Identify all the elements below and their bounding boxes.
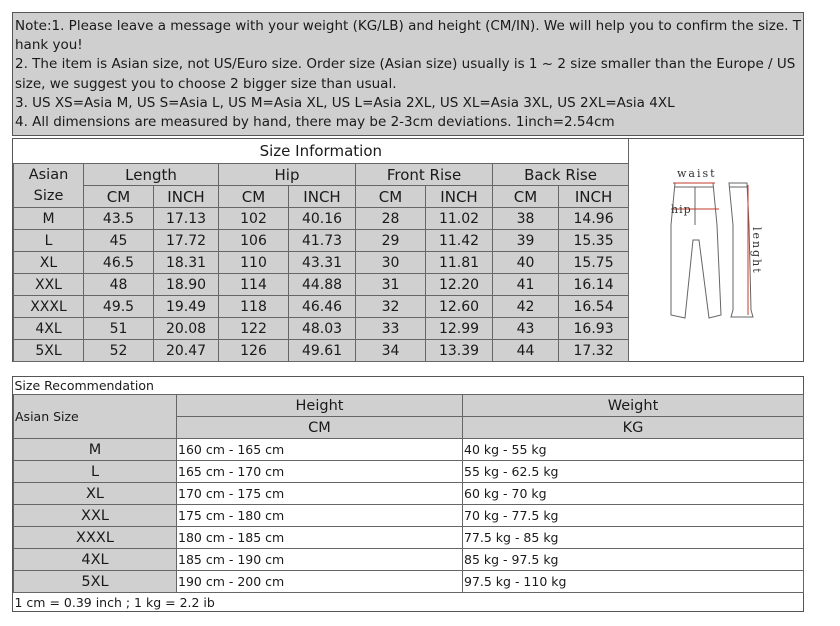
weight-cell: 70 kg - 77.5 kg	[463, 505, 804, 527]
pants-side-outline	[729, 183, 753, 317]
value-cell: 44.88	[289, 274, 356, 296]
value-cell: 43.31	[289, 252, 356, 274]
size-information-section	[12, 138, 804, 362]
table-row	[14, 208, 629, 230]
length-label: lenght	[750, 227, 763, 275]
value-cell: 49.61	[289, 340, 356, 362]
weight-cell: 55 kg - 62.5 kg	[463, 461, 804, 483]
unit-header: CM	[356, 186, 426, 208]
value-cell: 38	[493, 208, 559, 230]
value-cell: 17.72	[154, 230, 219, 252]
value-cell: 118	[219, 296, 289, 318]
size-cell: M	[14, 208, 84, 230]
value-cell: 11.81	[426, 252, 493, 274]
unit-header: CM	[84, 186, 154, 208]
asian-size-header: Asian Size	[14, 164, 84, 208]
value-cell: 106	[219, 230, 289, 252]
value-cell: 33	[356, 318, 426, 340]
value-cell: 34	[356, 340, 426, 362]
table-row	[14, 461, 804, 483]
size-recommendation-table	[13, 377, 804, 611]
size-cell: 5XL	[14, 340, 84, 362]
value-cell: 41	[493, 274, 559, 296]
size-note-block	[12, 12, 804, 136]
value-cell: 126	[219, 340, 289, 362]
value-cell: 14.96	[559, 208, 629, 230]
unit-header: INCH	[426, 186, 493, 208]
value-cell: 13.39	[426, 340, 493, 362]
height-cell: 170 cm - 175 cm	[177, 483, 463, 505]
value-cell: 43	[493, 318, 559, 340]
unit-header: INCH	[289, 186, 356, 208]
value-cell: 11.02	[426, 208, 493, 230]
height-unit: CM	[177, 417, 463, 439]
length-header: Length	[84, 164, 219, 186]
back-rise-header: Back Rise	[493, 164, 629, 186]
table-row	[14, 571, 804, 593]
value-cell: 51	[84, 318, 154, 340]
height-cell: 175 cm - 180 cm	[177, 505, 463, 527]
table-row	[14, 340, 629, 362]
value-cell: 45	[84, 230, 154, 252]
pants-diagram	[661, 165, 761, 335]
height-cell: 165 cm - 170 cm	[177, 461, 463, 483]
weight-cell: 60 kg - 70 kg	[463, 483, 804, 505]
value-cell: 43.5	[84, 208, 154, 230]
value-cell: 30	[356, 252, 426, 274]
rec-size-cell: XL	[14, 483, 177, 505]
value-cell: 12.99	[426, 318, 493, 340]
value-cell: 31	[356, 274, 426, 296]
unit-header: CM	[219, 186, 289, 208]
table-row	[14, 439, 804, 461]
value-cell: 19.49	[154, 296, 219, 318]
rec-size-cell: 4XL	[14, 549, 177, 571]
value-cell: 12.20	[426, 274, 493, 296]
height-cell: 180 cm - 185 cm	[177, 527, 463, 549]
note-line-2: 2. The item is Asian size, not US/Euro size. Order size (Asian size) usually is 1 ~ 2 size smaller than the Europe / US size, we suggest you to choose 2 bigger size than usual.	[15, 56, 796, 92]
size-cell: XXL	[14, 274, 84, 296]
waist-label: waist	[677, 167, 717, 180]
rec-size-cell: 5XL	[14, 571, 177, 593]
value-cell: 18.90	[154, 274, 219, 296]
table-row	[14, 483, 804, 505]
size-information-table	[13, 139, 629, 362]
size-recommendation-section	[12, 376, 804, 612]
height-cell: 185 cm - 190 cm	[177, 549, 463, 571]
height-header: Height	[177, 395, 463, 417]
value-cell: 48.03	[289, 318, 356, 340]
value-cell: 102	[219, 208, 289, 230]
table-row	[14, 527, 804, 549]
note-line-4: 4. All dimensions are measured by hand, there may be 2-3cm deviations. 1inch=2.54cm	[15, 114, 615, 131]
value-cell: 28	[356, 208, 426, 230]
table-row	[14, 274, 629, 296]
table-row	[14, 252, 629, 274]
rec-size-cell: XXL	[14, 505, 177, 527]
value-cell: 48	[84, 274, 154, 296]
size-cell: L	[14, 230, 84, 252]
value-cell: 49.5	[84, 296, 154, 318]
value-cell: 15.35	[559, 230, 629, 252]
weight-header: Weight	[463, 395, 804, 417]
value-cell: 39	[493, 230, 559, 252]
rec-asian-size-header: Asian Size	[14, 395, 177, 439]
value-cell: 11.42	[426, 230, 493, 252]
hip-header: Hip	[219, 164, 356, 186]
weight-cell: 77.5 kg - 85 kg	[463, 527, 804, 549]
unit-header: INCH	[559, 186, 629, 208]
value-cell: 40	[493, 252, 559, 274]
note-line-3: 3. US XS=Asia M, US S=Asia L, US M=Asia XL, US L=Asia 2XL, US XL=Asia 3XL, US 2XL=Asia 4XL	[15, 94, 675, 111]
value-cell: 44	[493, 340, 559, 362]
value-cell: 110	[219, 252, 289, 274]
size-information-title: Size Information	[14, 139, 629, 164]
value-cell: 16.14	[559, 274, 629, 296]
value-cell: 42	[493, 296, 559, 318]
rec-size-cell: M	[14, 439, 177, 461]
value-cell: 15.75	[559, 252, 629, 274]
value-cell: 46.46	[289, 296, 356, 318]
table-row	[14, 505, 804, 527]
weight-unit: KG	[463, 417, 804, 439]
value-cell: 20.47	[154, 340, 219, 362]
rec-size-cell: L	[14, 461, 177, 483]
value-cell: 122	[219, 318, 289, 340]
hip-label: hip	[671, 203, 692, 216]
value-cell: 46.5	[84, 252, 154, 274]
value-cell: 29	[356, 230, 426, 252]
height-cell: 160 cm - 165 cm	[177, 439, 463, 461]
value-cell: 52	[84, 340, 154, 362]
value-cell: 114	[219, 274, 289, 296]
size-cell: XXXL	[14, 296, 84, 318]
value-cell: 17.32	[559, 340, 629, 362]
size-cell: 4XL	[14, 318, 84, 340]
table-row	[14, 296, 629, 318]
value-cell: 20.08	[154, 318, 219, 340]
size-recommendation-title: Size Recommendation	[14, 377, 804, 395]
height-cell: 190 cm - 200 cm	[177, 571, 463, 593]
value-cell: 18.31	[154, 252, 219, 274]
weight-cell: 40 kg - 55 kg	[463, 439, 804, 461]
value-cell: 17.13	[154, 208, 219, 230]
front-rise-header: Front Rise	[356, 164, 493, 186]
size-cell: XL	[14, 252, 84, 274]
unit-header: CM	[493, 186, 559, 208]
value-cell: 40.16	[289, 208, 356, 230]
value-cell: 16.54	[559, 296, 629, 318]
weight-cell: 97.5 kg - 110 kg	[463, 571, 804, 593]
value-cell: 41.73	[289, 230, 356, 252]
note-line-1: Note:1. Please leave a message with your weight (KG/LB) and height (CM/IN). We will help you to confirm the size. Thank you!	[15, 18, 802, 54]
table-row	[14, 230, 629, 252]
value-cell: 12.60	[426, 296, 493, 318]
unit-header: INCH	[154, 186, 219, 208]
value-cell: 32	[356, 296, 426, 318]
weight-cell: 85 kg - 97.5 kg	[463, 549, 804, 571]
rec-size-cell: XXXL	[14, 527, 177, 549]
value-cell: 16.93	[559, 318, 629, 340]
table-row	[14, 318, 629, 340]
table-row	[14, 549, 804, 571]
conversion-footer: 1 cm = 0.39 inch ; 1 kg = 2.2 ib	[14, 593, 804, 612]
